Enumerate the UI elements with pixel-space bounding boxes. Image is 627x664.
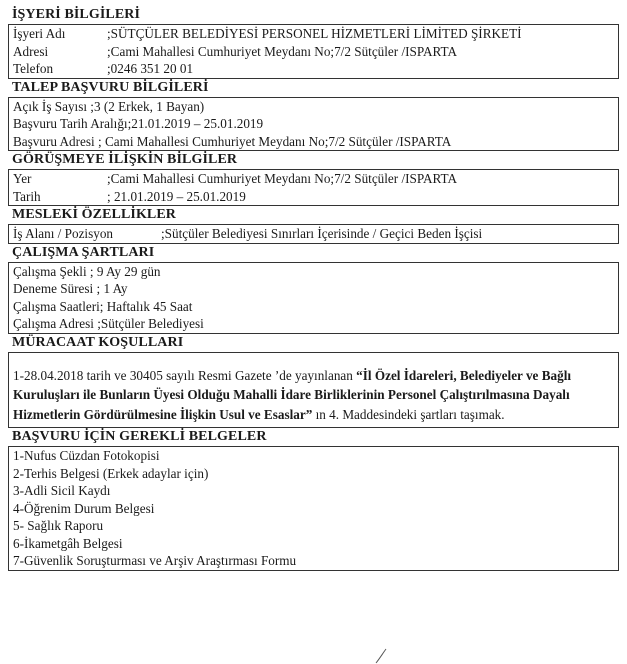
conditions-text-after: ın 4. Maddesindeki şartları taşımak. xyxy=(312,406,505,422)
conditions-text-before: 1-28.04.2018 tarih ve 30405 sayılı Resmi Gazete ’de yayınlanan xyxy=(13,367,357,383)
conditions-regulation-title: “İl Özel İdareleri, Belediyeler ve Bağlı Kuruluşları ile Bunların Üyesi Olduğu Mahalli İdare Birliklerinin Personel Çalıştırılmasına Dayalı Hizmetlerin Gördürülmesine İlişkin Usul ve Esaslar” xyxy=(13,367,572,422)
application-info-box xyxy=(8,97,619,152)
employer-phone-row xyxy=(9,60,618,78)
interview-info-box xyxy=(8,169,619,206)
document-item: 1-Nufus Cüzdan Fotokopisi xyxy=(13,448,160,463)
document-item: 2-Terhis Belgesi (Erkek adaylar için) xyxy=(13,465,209,481)
work-conditions-box xyxy=(8,262,619,334)
employer-phone-label: Telefon xyxy=(13,61,54,76)
interview-place-row xyxy=(9,170,618,188)
employer-section-title: İŞYERİ BİLGİLERİ xyxy=(12,7,141,22)
interview-place-value: ;Cami Mahallesi Cumhuriyet Meydanı No;7/2 Sütçüler /ISPARTA xyxy=(107,171,458,186)
work-address-line: Çalışma Adresi ;Sütçüler Belediyesi xyxy=(13,316,204,331)
work-type-line: Çalışma Şekli ; 9 Ay 29 gün xyxy=(13,263,161,279)
interview-section-title: GÖRÜŞMEYE İLİŞKİN BİLGİLER xyxy=(12,152,238,167)
interview-place-label: Yer xyxy=(13,171,32,186)
open-positions-line: Açık İş Sayısı ;3 (2 Erkek, 1 Bayan) xyxy=(13,98,205,114)
employer-name-value: ;SÜTÇÜLER BELEDİYESİ PERSONEL HİZMETLERİ LİMİTED ŞİRKETİ xyxy=(107,26,522,41)
employer-address-label: Adresi xyxy=(13,43,49,59)
employer-address-value: ;Cami Mahallesi Cumhuriyet Meydanı No;7/2 Sütçüler /ISPARTA xyxy=(107,43,458,59)
employer-phone-value: ;0246 351 20 01 xyxy=(107,61,194,76)
probation-line: Deneme Süresi ; 1 Ay xyxy=(13,281,128,296)
employer-name-row xyxy=(9,25,618,43)
employer-name-label: İşyeri Adı xyxy=(13,26,66,41)
work-conditions-section-title: ÇALIŞMA ŞARTLARI xyxy=(12,244,155,260)
employer-info-box xyxy=(8,24,619,79)
position-label: İş Alanı / Pozisyon xyxy=(13,226,114,241)
document-item: 4-Öğrenim Durum Belgesi xyxy=(13,500,155,516)
interview-date-value: ; 21.01.2019 – 25.01.2019 xyxy=(107,188,246,204)
interview-date-label: Tarih xyxy=(13,188,41,204)
application-conditions-section-title: MÜRACAAT KOŞULLARI xyxy=(12,334,184,350)
position-row xyxy=(9,225,618,243)
profession-section-title: MESLEKİ ÖZELLİKLER xyxy=(12,207,177,222)
document-item: 3-Adli Sicil Kaydı xyxy=(13,483,111,498)
application-address-line: Başvuru Adresi ; Cami Mahallesi Cumhuriyet Meydanı No;7/2 Sütçüler /ISPARTA xyxy=(13,133,452,149)
document-item: 6-İkametgâh Belgesi xyxy=(13,535,123,551)
application-section-title: TALEP BAŞVURU BİLGİLERİ xyxy=(12,79,209,95)
document-item: 5- Sağlık Raporu xyxy=(13,518,104,533)
working-hours-line: Çalışma Saatleri; Haftalık 45 Saat xyxy=(13,298,193,314)
job-posting-document xyxy=(8,6,619,571)
application-conditions-box xyxy=(8,352,619,429)
profession-info-box xyxy=(8,224,619,244)
documents-section-title: BAŞVURU İÇİN GEREKLİ BELGELER xyxy=(12,429,267,444)
application-date-range-line: Başvuru Tarih Aralığı;21.01.2019 – 25.01.2019 xyxy=(13,116,264,131)
required-documents-box xyxy=(8,446,619,571)
document-item: 7-Güvenlik Soruşturması ve Arşiv Araştırması Formu xyxy=(13,553,297,568)
interview-date-row xyxy=(9,188,618,206)
position-value: ;Sütçüler Belediyesi Sınırları İçerisinde / Geçici Beden İşçisi xyxy=(161,226,483,241)
signature-stroke-mark xyxy=(374,648,388,664)
employer-address-row xyxy=(9,43,618,61)
